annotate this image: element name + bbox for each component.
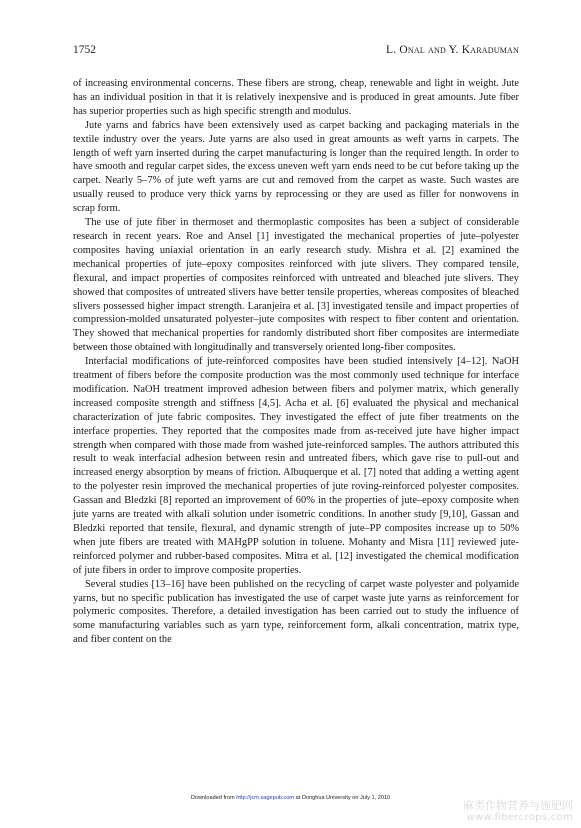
page-header [73,44,519,60]
paragraph: Jute yarns and fabrics have been extensively used as carpet backing and packaging materials in the textile industry over the years. Jute yarns are also used in great amounts as weft yarns in carpets. The length of weft yarn inserted during the carpet manufacturing is longer than the required length. In order to have smooth and regular carpet sides, the excess uneven weft yarn ends need to be cut before taking up the carpet. Nearly 5–7% of jute weft yarns are cut and removed from the carpet as waste. Such wastes are usually reused to produce very thick yarns by reprocessing or they are used as filler for nonwovens in scrap form. [73,119,519,215]
paragraph: Several studies [13–16] have been published on the recycling of carpet waste polyester and polyamide yarns, but no specific publication has investigated the use of carpet waste jute yarns as reinforcement for polymeric composites. Therefore, a detailed investigation has been carried out to study the influence of some manufacturing variables such as yarn type, reinforcement form, alkali concentration, matrix type, and fiber content on the [73,578,519,646]
footer-prefix: Downloaded from [190,795,237,801]
paragraph: The use of jute fiber in thermoset and thermoplastic composites has been a subject of considerable research in recent years. Roe and Ansel [1] investigated the mechanical properties of jute–polyester composites having uniaxial orientation in an early research study. Mishra et al. [2] examined the mechanical properties of jute–epoxy composites reinforced with jute slivers. They compared tensile, flexural, and impact properties of composites reinforced with untreated and bleached jute slivers. They showed that composites of untreated slivers have better tensile properties, whereas composites of bleached slivers possessed higher impact strength. Laranjeira et al. [3] investigated tensile and impact properties of compression-molded unsaturated polyester–jute composites with respect to fiber content and orientation. They showed that mechanical properties for randomly distributed short fiber composites are intermediate between those obtained with longitudinally and transversely oriented long-fiber composites. [73,217,519,354]
footer-link[interactable]: http://jcm.sagepub.com [236,795,295,801]
watermark [463,800,573,824]
article-body [73,77,519,647]
watermark-chinese: 麻类作物营养与施肥网 [463,799,573,812]
paragraph: Interfacial modifications of jute-reinforced composites have been studied intensively [4–12]. NaOH treatment of fibers before the composite production was the most commonly used technique for interface modification. NaOH treatment improved adhesion between fibers and polymer matrix, which generally increased composite strength and stiffness [4,5]. Acha et al. [6] evaluated the physical and mechanical characterization of jute fabric composites. They investigated the effect of jute fiber treatments on the interface properties. They reported that the composites made from as-received jute have higher impact strength when compared with those made from washed jute-reinforced samples. The authors attributed this result to weak interfacial adhesion between resin and untreated fibers, which gave rise to pull-out and increased energy absorption by means of friction. Albuquerque et al. [7] noted that adding a wetting agent to the polyester resin improved the mechanical properties of jute roving-reinforced polyester composites. Gassan and Bledzki [8] reported an improvement of 60% in the properties of jute–epoxy composite when jute yarns are treated with alkali solution under isometric conditions. In another study [9,10], Gassan and Bledzki reported that tensile, flexural, and dynamic strength of jute–PP composites increase up to 50% when jute fibers are treated with MAHgPP solution in toluene. Mohanty and Misra [11] reviewed jute-reinforced polymer and rubber-based composites. Mitra et al. [12] investigated the chemical modification of jute fibers in order to improve composite properties. [73,356,519,576]
footer-suffix: at Donghua University on July 1, 2010 [294,795,391,801]
paragraph-continued: of increasing environmental concerns. These fibers are strong, cheap, renewable and light in weight. Jute has an individual position in that it is relatively inexpensive and is produced in great amounts. Jute fiber has superior properties such as high specific strength and modulus. [73,78,519,117]
page-number: 1752 [73,44,96,56]
watermark-url: www.fibercrops.com [466,812,573,823]
running-head: L. Onal and Y. Karaduman [386,44,519,56]
